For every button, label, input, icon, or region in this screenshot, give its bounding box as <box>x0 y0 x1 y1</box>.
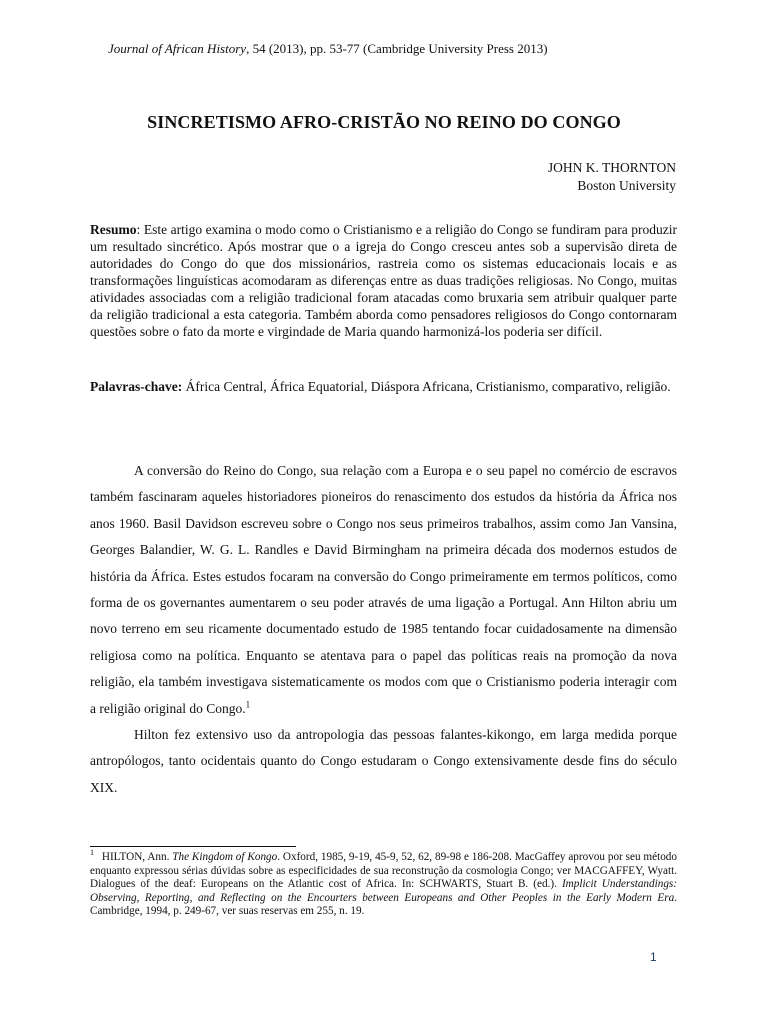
abstract-label: Resumo <box>90 222 137 237</box>
footnote-ref-1[interactable]: 1 <box>245 699 251 710</box>
keywords <box>90 378 677 395</box>
page-number: 1 <box>650 950 657 964</box>
keywords-label: Palavras-chave: <box>90 379 183 394</box>
footnote-volume-title: Implicit Understandings: Observing, Reporting, and Reflecting on the Encourters between Europeans and Other Peoples in the Early Modern Era <box>90 878 677 904</box>
footnote-text-c: . Cambridge, 1994, p. 249-67, ver suas reservas em 255, n. 19. <box>90 891 677 918</box>
journal-citation <box>108 40 548 57</box>
abstract <box>90 221 677 340</box>
paragraph-1-text: A conversão do Reino do Congo, sua relação com a Europa e o seu papel no comércio de escravos também fascinaram aqueles historiadores pioneiros do renascimento dos estudos da história da África nos anos 1960. Basil Davidson escreveu sobre o Congo nos seus primeiros trabalhos, assim como Jan Vansina, Georges Balandier, W. G. L. Randles e David Birmingham na primeira década dos modernos estudos de história da África. Estes estudos focaram na conversão do Congo primeiramente em termos políticos, como forma de os governantes aumentarem o seu poder através de uma ligação a Portugal. Ann Hilton abriu um novo terreno em seu ricamente documentado estudo de 1985 tentando focar cuidadosamente na dimensão religiosa como na política. Enquanto se atentava para o papel das políticas reais na promoção da nova religião, ela também investigava sistematicamente os modos com que o Cristianismo poderia interagir com a religião original do Congo. <box>90 463 677 716</box>
footnote-separator <box>90 846 296 847</box>
footnote-text-a: HILTON, Ann. <box>99 851 173 863</box>
author-block <box>548 159 676 195</box>
footnote-1 <box>90 848 677 919</box>
journal-name: Journal of African History <box>108 41 247 56</box>
article-title: SINCRETISMO AFRO-CRISTÃO NO REINO DO CONGO <box>147 112 621 132</box>
paragraph-1 <box>90 458 677 722</box>
paragraph-2-text: Hilton fez extensivo uso da antropologia das pessoas falantes-kikongo, em larga medida porque antropólogos, tanto ocidentais quanto do Congo estudaram o Congo extensivamente desde fins do século XIX. <box>90 727 677 795</box>
author-affiliation: Boston University <box>577 178 676 193</box>
paragraph-2 <box>90 722 677 801</box>
author-name: JOHN K. THORNTON <box>547 160 676 175</box>
footnote-book-title: The Kingdom of Kongo <box>172 851 278 863</box>
body-text <box>90 458 677 801</box>
footnote-text-b: . Oxford, 1985, 9-19, 45-9, 52, 62, 89-98 e 186-208. MacGaffey aprovou por seu método enquanto expressou sérias dúvidas sobre as especificidades de sua reconstrução da cosmologia Congo; ver MACGAFFEY, Wyatt. Dialogues of the deaf: Europeans on the Atlantic cost of Africa. In: SCHWARTS, Stuart B. (ed.). <box>90 851 677 891</box>
keywords-text: África Central, África Equatorial, Diáspora Africana, Cristianismo, comparativo, religião. <box>182 379 671 394</box>
citation-details: , 54 (2013), pp. 53-77 (Cambridge University Press 2013) <box>246 41 548 56</box>
abstract-text: : Este artigo examina o modo como o Cristianismo e a religião do Congo se fundiram para produzir um resultado sincrético. Após mostrar que o a igreja do Congo cresceu antes sob a supervisão direta de autoridades do Congo do que dos missionários, rastreia como os sistemas educacionais locais e as transformações linguísticas acomodaram as diferenças entre as duas tradições religiosas. No Congo, muitas atividades associadas com a religião tradicional foram atacadas como bruxaria sem atribuir qualquer parte da religião tradicional a esta categoria. Também aborda como pensadores religiosos do Congo contornaram questões sobre o fato da morte e virgindade de Maria quando harmonizá-los poderia ser difícil. <box>90 222 677 339</box>
footnote-number: 1 <box>90 848 94 858</box>
